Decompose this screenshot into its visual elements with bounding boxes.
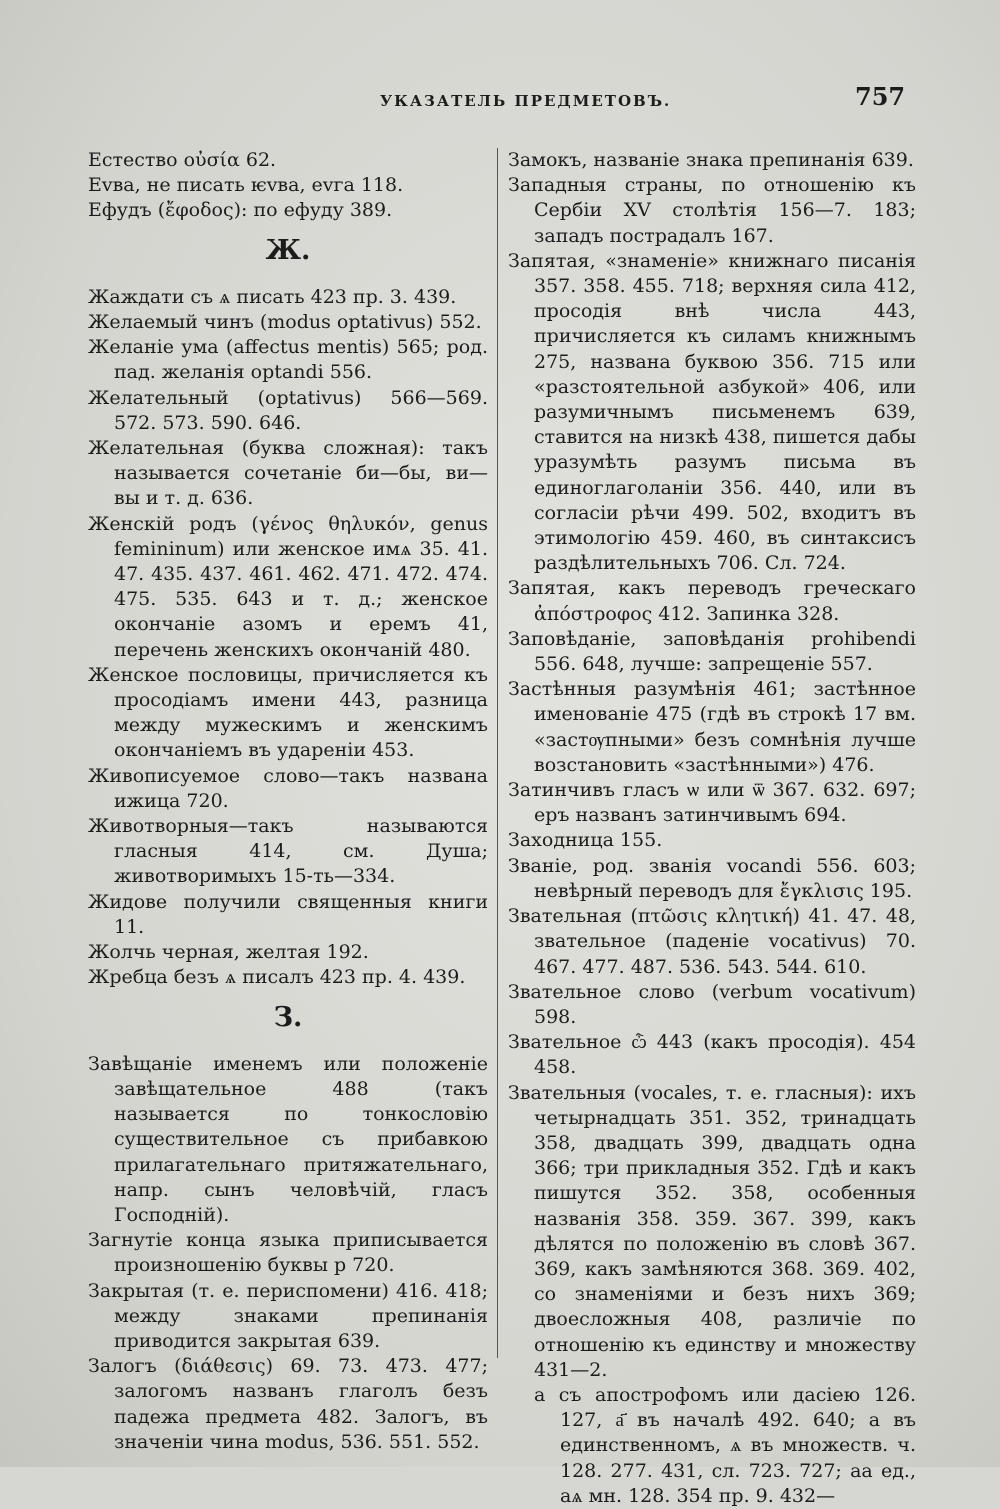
right-column [508, 148, 916, 1509]
index-entry: Жидове получили священныя книги 11. [88, 890, 488, 938]
index-entry: Запятая, какъ переводъ греческаго ἀπόστροφος 412. Запинка 328. [508, 577, 916, 625]
index-entry: Затинчивъ гласъ ѡ или ѿ 367. 632. 697; еръ названъ затинчивымъ 694. [508, 779, 916, 827]
page-number: 757 [855, 82, 906, 111]
index-entry: Желаемый чинъ (modus optativus) 552. [88, 311, 482, 334]
index-entry: Жолчь черная, желтая 192. [88, 941, 369, 964]
index-entry: Жаждати съ ѧ писать 423 пр. 3. 439. [88, 285, 457, 308]
left-column [88, 148, 488, 1455]
running-head: УКАЗАТЕЛЬ ПРЕДМЕТОВЪ. [380, 92, 672, 110]
index-entry: Желательный (optativus) 566—569. 572. 573. 590. 646. [88, 386, 488, 434]
index-entry: Звательныя (vocales, т. е. гласныя): ихъ четырнадцать 351. 352, тринадцать 358, двадцать 399, двадцать одна 366; три прикладныя 352. Гдѣ и какъ пишутся 352. 358, особенныя названія 358. 359. 367. 399, какъ дѣлятся по положенію въ словѣ 367. 369, какъ замѣняются 368. 369. 402, со знаменіями и безъ нихъ 369; двоесложныя 408, различіе по отношенію къ единству и множеству 431—2. [508, 1081, 916, 1381]
index-entry: Запятая, «знаменіе» книжнаго писанія 357. 358. 455. 718; верхняя сила 412, просодія внѣ числа 443, причисляется къ силамъ книжнымъ 275, названа буквою 356. 715 или «разстоятельной азбукой» 406, или разумичнымъ письменемъ 639, ставится на низкѣ 438, пишется дабы уразумѣть разумъ письма въ единоглаголаніи 356. 440, или въ согласіи рѣчи 499. 502, входитъ въ этимологію 459. 460, въ синтаксисъ раздѣлительныхъ 706. Сл. 724. [508, 249, 916, 575]
index-entry: Живописуемое слово—такъ названа ижица 720. [88, 764, 488, 812]
index-entry: Женское пословицы, причисляется къ просодіамъ имени 443, разница между мужескимъ и женскимъ окончаніемъ въ удареніи 453. [88, 663, 488, 762]
index-entry: Застѣнныя разумѣнія 461; застѣнное именованіе 475 (гдѣ въ строкѣ 17 вм. «застѹпными» безъ сомнѣнія лучше возстановить «застѣнными») 476. [508, 678, 916, 776]
index-entry: Животворныя—такъ называются гласныя 414, см. Душа; животворимыхъ 15-ть—334. [88, 815, 488, 888]
index-entry: Званіе, род. званія vocandi 556. 603; невѣрный переводъ для ἔγκλισις 195. [508, 854, 916, 902]
index-entry: Женскій родъ (γένος θηλυκόν, genus femininum) или женское имѧ 35. 41. 47. 435. 437. 461. 462. 471. 472. 474. 475. 535. 643 и т. д.; женское окончаніе азомъ и еремъ 41, перечень женскихъ окончаній 480. [88, 512, 488, 661]
index-entry: Заходница 155. [508, 829, 663, 852]
index-entry: Звательное слово (verbum vocativum) 598. [508, 980, 916, 1028]
section-letter-heading: З. [273, 1001, 303, 1033]
index-entry: Жребца безъ ѧ писалъ 423 пр. 4. 439. [88, 966, 466, 989]
section-letter-heading: Ж. [265, 234, 311, 266]
index-entry: Заповѣданіе, заповѣданія prohibendi 556. 648, лучше: запрещеніе 557. [508, 627, 916, 676]
index-entry: Желательная (буква сложная): такъ называется сочетаніе би—бы, ви—вы и т. д. 636. [88, 437, 488, 510]
index-entry: Звательная (πτῶσις κλητική) 41. 47. 48, звательное (паденіе vocativus) 70. 467. 477. 487. 536. 543. 544. 610. [508, 905, 916, 978]
index-entry: Закрытая (т. е. периспомени) 416. 418; между знаками препинанія приводится закрытая 639. [88, 1279, 488, 1352]
column-divider [497, 148, 498, 1358]
index-entry: Звательное ѽ 443 (какъ просодія). 454 458. [508, 1031, 916, 1079]
index-entry: Естество οὐσία 62. [88, 149, 277, 171]
index-entry: Еvва, не писать ѥvва, еvга 118. [88, 174, 404, 197]
index-entry: Замокъ, названіе знака препинанія 639. [508, 149, 914, 171]
index-entry: Желаніе ума (affectus mentis) 565; род. пад. желанія optandi 556. [88, 336, 488, 384]
index-entry: Западныя страны, по отношенію къ Сербіи XV столѣтія 156—7. 183; западъ пострадалъ 167. [508, 174, 916, 247]
index-entry: Завѣщаніе именемъ или положеніе завѣщательное 488 (такъ называется по тонкословію существительное съ прибавкою прилагательнаго притяжательнаго, напр. сынъ человѣчій, гласъ Господній). [88, 1052, 488, 1226]
index-entry: Загнутіе конца языка приписывается произношенію буквы р 720. [88, 1229, 488, 1277]
index-entry: Ефудъ (ἔφοδος): по ефуду 389. [88, 199, 393, 222]
index-sub-entry: а съ апострофомъ или дасіею 126. 127, а҃ въ началѣ 492. 640; а въ единственномъ, ѧ въ множеств. ч. 128. 277. 431, сл. 723. 727; аа ед., аѧ мн. 128. 354 пр. 9. 432— [534, 1383, 916, 1507]
index-entry: Залогъ (διάθεσις) 69. 73. 473. 477; залогомъ названъ глаголъ безъ падежа предмета 482. Залогъ, въ значеніи чина modus, 536. 551. 552. [88, 1355, 488, 1453]
